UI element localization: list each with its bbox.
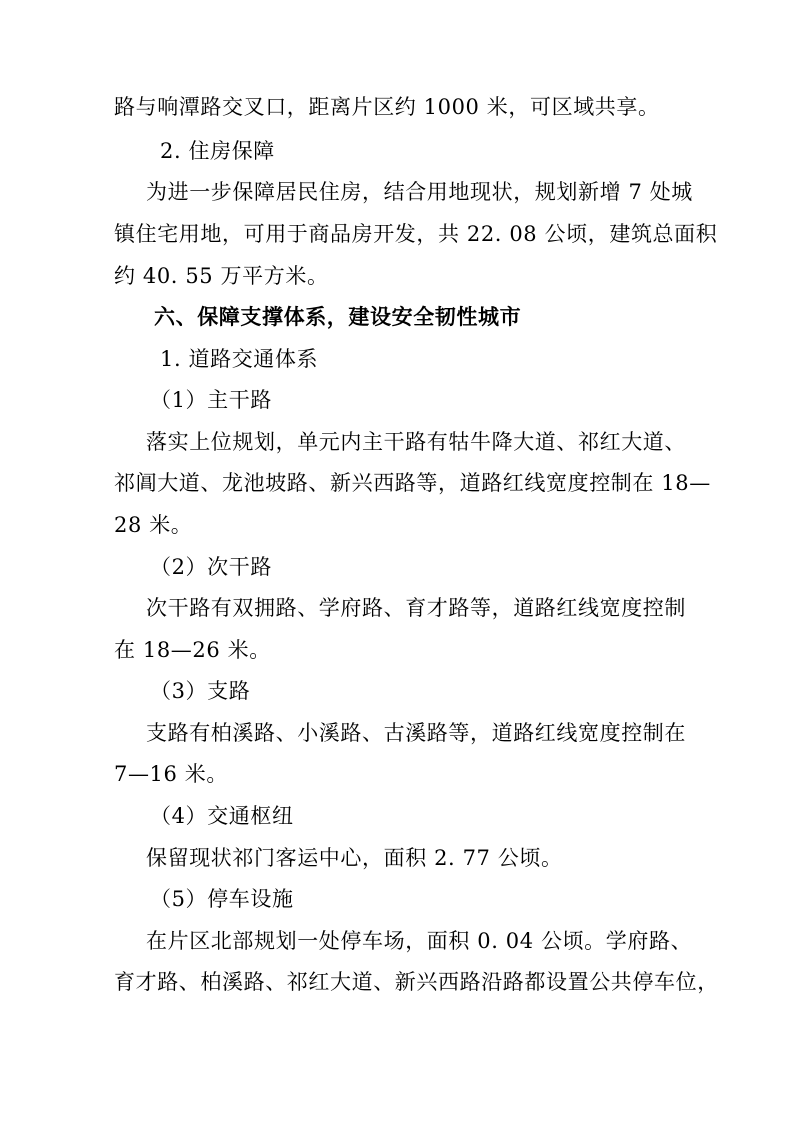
subsection-heading-branch-road: （3）支路: [150, 679, 251, 703]
subsection-heading-main-road: （1）主干路: [150, 388, 272, 412]
paragraph-line: 落实上位规划，单元内主干路有牯牛降大道、祁红大道、: [146, 430, 686, 454]
paragraph-line: 28 米。: [114, 513, 193, 537]
subsection-heading-transport-hub: （4）交通枢纽: [150, 804, 294, 828]
paragraph-line: 约 40. 55 万平方米。: [114, 264, 329, 288]
chapter-heading: 六、保障支撑体系，建设安全韧性城市: [154, 304, 522, 329]
paragraph-line: 次干路有双拥路、学府路、育才路等，道路红线宽度控制: [146, 596, 686, 620]
paragraph-line: 育才路、柏溪路、祁红大道、新兴西路沿路都设置公共停车位，: [114, 970, 719, 994]
paragraph-line: 7—16 米。: [114, 762, 228, 786]
paragraph-line: 支路有柏溪路、小溪路、古溪路等，道路红线宽度控制在: [146, 721, 686, 745]
section-heading-roads: 1. 道路交通体系: [160, 347, 319, 371]
paragraph-line: 在片区北部规划一处停车场，面积 0. 04 公顷。学府路、: [146, 929, 693, 953]
paragraph-line: 保留现状祁门客运中心，面积 2. 77 公顷。: [146, 846, 563, 870]
paragraph-line: 镇住宅用地，可用于商品房开发，共 22. 08 公顷，建筑总面积: [114, 222, 718, 246]
paragraph-line: 为进一步保障居民住房，结合用地现状，规划新增 7 处城: [146, 180, 693, 204]
subsection-heading-secondary-road: （2）次干路: [150, 555, 272, 579]
paragraph-line: 路与响潭路交叉口，距离片区约 1000 米，可区域共享。: [114, 95, 660, 119]
paragraph-line: 祁阊大道、龙池坡路、新兴西路等，道路红线宽度控制在 18—: [114, 471, 711, 495]
paragraph-line: 在 18—26 米。: [114, 638, 271, 662]
section-heading-housing: 2. 住房保障: [160, 139, 275, 163]
subsection-heading-parking: （5）停车设施: [150, 887, 294, 911]
